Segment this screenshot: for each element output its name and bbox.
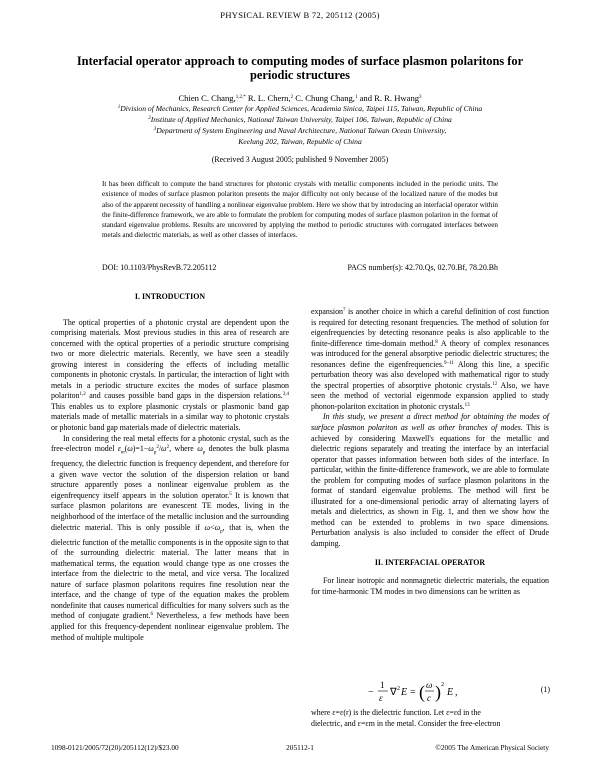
svg-text:1: 1	[380, 680, 385, 690]
svg-text:(: (	[419, 682, 425, 702]
right-paragraph-3: For linear isotropic and nonmagnetic dielectric materials, the equation for time-harmonic TM modes in two dimensions can be written as	[311, 576, 549, 596]
svg-text:c: c	[427, 693, 431, 703]
equation-1-graphic	[368, 677, 488, 707]
section-heading-interfacial-operator: II. INTERFACIAL OPERATOR	[374, 557, 486, 567]
svg-text:∇: ∇	[390, 687, 397, 698]
affiliation-3-cont: Keelung 202, Taiwan, Republic of China	[238, 137, 362, 146]
doi-link[interactable]: DOI: 10.1103/PhysRevB.72.205112	[102, 263, 217, 272]
svg-text:E: E	[447, 687, 454, 698]
intro-paragraph-2: In considering the real metal effects for a photonic crystal, such as the free-electron model $\varepsilon_m(\omega)=1-\omega_p^2/\omega^2$, where $\omega_p$ denotes the bulk plasma frequency, the dielectric function is frequency dependent, and therefore for a given wave vector the solution of the dispersion relation or band structure apparently poses a nonlinear eigenvalue problem as the eigenfrequency itself appears in the solution operator.$^5$ It is known that surface plasmon polaritons are evanescent TE modes, living in the neighborhood of the interface of the metallic inclusion and the surrounding dielectric material. This is only possible if $\omega<\omega_p$, that is, when the dielectric function of the metallic components is in the opposite sign to that of the surrounding dielectric material. The latter means that in mathematical terms, the equation would change type as one crosses the interface from the dielectric to the metal, and vice versa. The localized nature of surface plasmon polaritons requires fine resolution near the interface, and the change of type of the equation makes the problem nondefinite that causes numerical difficulties for many solvers such as the method of conjugate gradient.$^6$ Nevertheless, a few methods have been applied for this frequency-dependent nonlinear eigenvalue problem. The method of multiple multipole	[51, 433, 290, 642]
svg-text:): )	[435, 682, 441, 702]
left-column	[51, 292, 289, 643]
right-paragraph-4-line-2: dielectric, and ε=εm in the metal. Consider the free-electron	[311, 718, 501, 728]
svg-text:ε: ε	[379, 693, 383, 703]
right-column	[311, 307, 549, 597]
intro-paragraph-1: The optical properties of a photonic crystal are dependent upon the comprising materials. Most previous studies in this area of research are concerned with the optical properties of a periodic structure comprising two or more dielectric materials. Recently, we have seen a steadily growing interest in considering the effects of including metallic components in photonic crystals. In particular, the interaction of light with metals in a periodic structure excites the modes of surface plasmon polariton$^{1,2}$ and causes possible band gaps in the dispersion relations.$^{3,4}$ This enables us to explore plasmonic crystals or plasmonic band gap materials made of metallic materials in a similar way to photonic crystals or photonic band gap materials made of dielectric materials.	[51, 317, 289, 433]
pacs-numbers: PACS number(s): 42.70.Qs, 02.70.Bf, 78.20.Bh	[347, 263, 498, 272]
svg-text:,: ,	[455, 687, 458, 698]
paper-title: Interfacial operator approach to computing modes of surface plasmon polaritons for periodic structures	[76, 54, 524, 82]
svg-text:=: =	[410, 687, 416, 698]
svg-text:−: −	[368, 687, 374, 698]
svg-text:E: E	[401, 687, 408, 698]
svg-text:2: 2	[397, 686, 400, 692]
right-paragraph-1: expansion$^7$ is another choice in which a careful definition of cost function is required for detecting resonant frequencies. The method of solution for eigenfrequencies by detecting resonance peaks is also applicable to the finite-difference time-domain method.$^8$ A theory of complex resonances was introduced for the general absorptive periodic dielectric structures; the resonances define the eigenfrequencies.$^{9-11}$ Along this line, a specific perturbation theory was also developed with mathematical rigor to study the spectral properties of absorptive photonic crystals.$^{12}$ Also, we have seen the method of vectorial eigenmode expansion applied to study phonon-polariton excitation in photonic crystals.$^{13}$	[311, 307, 549, 411]
footer-page-number: 205112-1	[286, 743, 314, 752]
equation-1	[368, 677, 488, 709]
right-paragraph-4-line-1: where ε=ε(r) is the dielectric function. Let ε=εd in the	[311, 708, 481, 717]
svg-text:2: 2	[441, 682, 444, 688]
abstract: It has been difficult to compute the band structures for photonic crystals with metallic components included in the periodic units. The existence of modes of surface plasmon polariton presents the major difficulty not only because of the localized nature of the modes but also of the apparent necessity of handling a nonlinear eigenvalue problem. Here we show that by introducing an interfacial operator within the finite-difference framework, we are able to formulate the problem for computing modes of surface plasmon polariton in the format of standard eigenvalue problems. Results are uncovered by applying the method to periodic structures with corrugated interfaces between metals and dielectric materials, as well as other classes of interfaces.	[102, 180, 498, 240]
equation-1-number: (1)	[540, 685, 550, 694]
affiliation-2: $^2$Institute of Applied Mechanics, National Taiwan University, Taipei 106, Taiwan, Republic of China	[148, 115, 452, 124]
footer-copyright: ©2005 The American Physical Society	[435, 743, 549, 752]
author-list: Chien C. Chang,$^{1,2,*}$ R. L. Chern,$^2$ C. Chung Chang,$^1$ and R. R. Hwang$^3$	[178, 93, 422, 103]
affiliation-3: $^3$Department of System Engineering and Naval Architecture, National Taiwan Ocean University,	[153, 126, 447, 135]
svg-text:ω: ω	[426, 680, 433, 690]
section-heading-introduction: I. INTRODUCTION	[134, 292, 206, 301]
journal-header: PHYSICAL REVIEW B 72, 205112 (2005)	[220, 10, 380, 20]
affiliation-1: $^1$Division of Mechanics, Research Center for Applied Sciences, Academia Sinica, Taipei 115, Taiwan, Republic of China	[117, 104, 483, 113]
received-date: (Received 3 August 2005; published 9 November 2005)	[211, 155, 389, 164]
footer-issn: 1098-0121/2005/72(20)/205112(12)/$23.00	[51, 743, 179, 752]
right-paragraph-2: In this study, we present a direct method for obtaining the modes of surface plasmon polariton as well as other branches of modes. This is achieved by considering Maxwell's equations for the metallic and dielectric regions separately and treating the interface by an interfacial operator that passes information between both sides of the interface. In particular, within the finite-difference framework, we are able to formulate the problem for computing modes of surface plasmon polaritons in the format of standard eigenvalue problems. The method will first be illustrated for a one-dimensional periodic array of alternating layers of metals and dielectrics, as shown in Fig. 1, and then we show how the method can be extended to problems in two space dimensions. Perturbation analysis is also included to consider the effect of Drude damping.	[311, 412, 549, 549]
right-paragraph-4	[311, 708, 549, 729]
